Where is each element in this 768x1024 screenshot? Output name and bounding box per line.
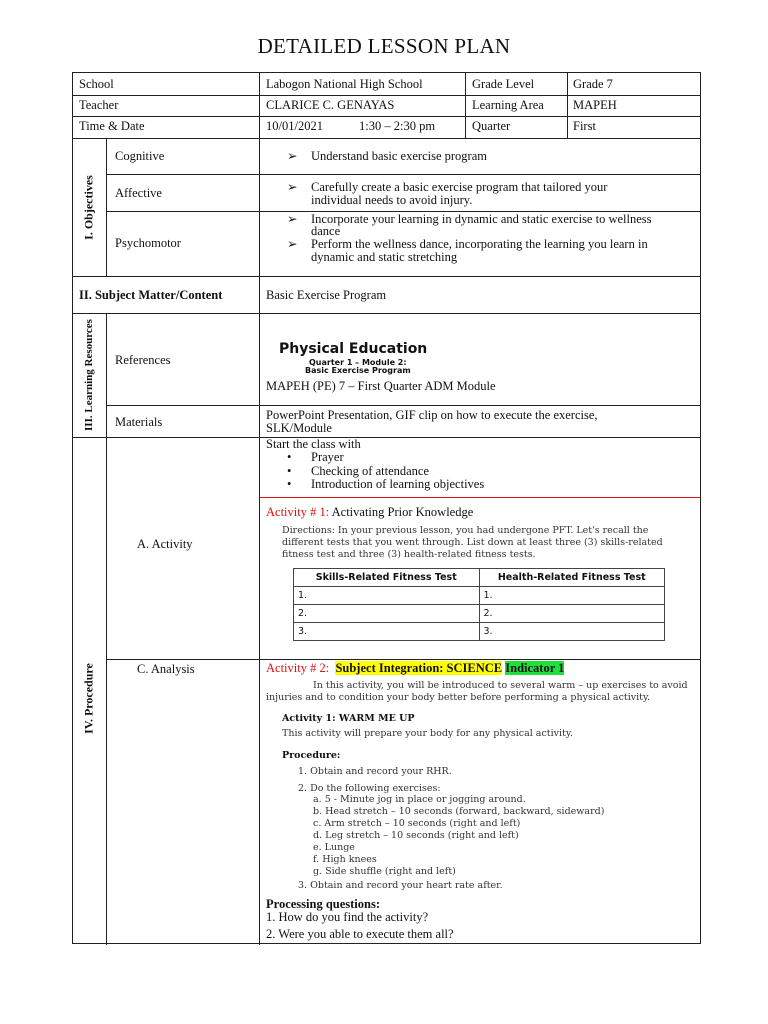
lesson-plan-table (72, 72, 701, 944)
table-row (294, 587, 665, 605)
directions-1: Directions: In your previous lesson, you had undergone PFT. Let's recall the (282, 525, 649, 536)
affective-label: Affective (115, 186, 162, 200)
date-value: 10/01/2021 (266, 119, 323, 133)
table-row (294, 623, 665, 641)
table-cell[interactable]: 3. (294, 623, 480, 641)
objectives-section-label: I. Objectives (81, 175, 96, 240)
activity1-heading (266, 505, 473, 519)
activity-label: A. Activity (137, 537, 193, 551)
document-title: DETAILED LESSON PLAN (257, 34, 511, 58)
pe-module-subtitle: Basic Exercise Program (305, 366, 411, 375)
exercise-item: c. Arm stretch – 10 seconds (right and left) (313, 818, 521, 829)
question-1: 1. How do you find the activity? (266, 910, 429, 924)
pe-module-title: Physical Education (279, 341, 428, 357)
col-divider (259, 73, 260, 276)
table-cell[interactable]: 3. (479, 623, 665, 641)
psychomotor-text-2a: Perform the wellness dance, incorporating the learning you learn in (311, 237, 648, 251)
subject-value: Basic Exercise Program (266, 288, 387, 302)
materials-text-2: SLK/Module (266, 421, 332, 435)
procedure-section-label: IV. Procedure (81, 663, 96, 734)
psychomotor-text-2b: dynamic and static stretching (311, 250, 458, 264)
arrow-bullet-icon: ➢ (287, 212, 298, 226)
grade-value: Grade 7 (573, 77, 613, 91)
table-header: Skills-Related Fitness Test (294, 569, 480, 587)
bullet-item: Checking of attendance (311, 464, 430, 478)
area-value: MAPEH (573, 98, 617, 112)
bullet-dot-icon: • (287, 450, 292, 464)
references-label: References (115, 353, 171, 367)
cognitive-text: Understand basic exercise program (311, 149, 487, 163)
warm-up-desc: This activity will prepare your body for any physical activity. (282, 728, 573, 739)
col-divider (259, 276, 260, 945)
exercise-item: f. High knees (313, 854, 377, 865)
bullet-dot-icon: • (287, 464, 292, 478)
question-2: 2. Were you able to execute them all? (266, 927, 454, 941)
psychomotor-label: Psychomotor (115, 236, 181, 250)
table-cell[interactable]: 1. (294, 587, 480, 605)
col-divider (106, 138, 107, 276)
resources-section-label: III. Learning Resources (83, 319, 95, 431)
table-cell[interactable]: 2. (294, 605, 480, 623)
fitness-test-table (293, 568, 665, 641)
reference-text: MAPEH (PE) 7 – First Quarter ADM Module (266, 379, 496, 393)
teacher-value: CLARICE C. GENAYAS (266, 98, 395, 112)
row-divider (73, 276, 700, 277)
row-divider (73, 313, 700, 314)
row-divider (73, 138, 700, 139)
start-text: Start the class with (266, 437, 361, 451)
exercise-item: b. Head stretch – 10 seconds (forward, backward, sideward) (313, 806, 605, 817)
bullet-item: Introduction of learning objectives (311, 477, 485, 491)
row-divider (73, 437, 700, 438)
psychomotor-text-1b: dance (311, 224, 341, 238)
step-2: 2. Do the following exercises: (298, 783, 441, 794)
row-divider (106, 659, 700, 660)
step-3: 3. Obtain and record your heart rate after. (298, 880, 503, 891)
exercise-item: d. Leg stretch – 10 seconds (right and left) (313, 830, 519, 841)
bullet-dot-icon: • (287, 477, 292, 491)
col-divider (567, 73, 568, 138)
table-cell[interactable]: 1. (479, 587, 665, 605)
grade-label: Grade Level (472, 77, 535, 91)
activity-divider (260, 497, 700, 498)
table-cell[interactable]: 2. (479, 605, 665, 623)
intro-1: In this activity, you will be introduced to several warm – up exercises to avoid (313, 680, 688, 691)
processing-heading: Processing questions: (266, 897, 381, 911)
bullet-item: Prayer (311, 450, 344, 464)
intro-2: injuries and to condition your body better before performing a physical activity. (266, 692, 651, 703)
school-label: School (79, 77, 114, 91)
materials-text-1: PowerPoint Presentation, GIF clip on how to execute the exercise, (266, 408, 598, 422)
pe-module-quarter: Quarter 1 – Module 2: (309, 358, 407, 367)
exercise-item: g. Side shuffle (right and left) (313, 866, 456, 877)
cognitive-label: Cognitive (115, 149, 165, 163)
arrow-bullet-icon: ➢ (287, 237, 298, 251)
time-label: Time & Date (79, 119, 145, 133)
quarter-value: First (573, 119, 596, 133)
table-header: Health-Related Fitness Test (479, 569, 665, 587)
exercise-item: e. Lunge (313, 842, 355, 853)
exercise-item: a. 5 - Minute jog in place or jogging around. (313, 794, 526, 805)
table-row (294, 605, 665, 623)
col-divider (106, 313, 107, 945)
analysis-label: C. Analysis (137, 662, 195, 676)
affective-text-2: individual needs to avoid injury. (311, 193, 473, 207)
subject-label: II. Subject Matter/Content (79, 288, 223, 302)
directions-3: fitness test and three (3) health-related fitness tests. (282, 549, 536, 560)
activity2-number: Activity # 2: (266, 661, 330, 675)
area-label: Learning Area (472, 98, 544, 112)
warm-up-title: Activity 1: WARM ME UP (282, 713, 415, 724)
procedure-heading: Procedure: (282, 750, 341, 761)
affective-text-1: Carefully create a basic exercise program that tailored your (311, 180, 608, 194)
arrow-bullet-icon: ➢ (287, 149, 298, 163)
row-divider (106, 174, 700, 175)
activity1-number: Activity # 1: (266, 505, 330, 519)
school-value: Labogon National High School (266, 77, 423, 91)
col-divider (465, 73, 466, 138)
quarter-label: Quarter (472, 119, 511, 133)
row-divider (73, 116, 700, 117)
time-value: 1:30 – 2:30 pm (359, 119, 436, 133)
directions-2: different tests that you went through. List down at least three (3) skills-related (282, 537, 663, 548)
activity2-subject: Subject Integration: SCIENCE (335, 661, 503, 675)
activity1-title: Activating Prior Knowledge (329, 505, 474, 519)
row-divider (73, 95, 700, 96)
arrow-bullet-icon: ➢ (287, 180, 298, 194)
row-divider (106, 405, 700, 406)
materials-label: Materials (115, 415, 163, 429)
psychomotor-text-1a: Incorporate your learning in dynamic and static exercise to wellness (311, 212, 652, 226)
teacher-label: Teacher (79, 98, 119, 112)
activity2-indicator: Indicator 1 (505, 661, 565, 675)
activity2-heading (266, 661, 564, 675)
step-1: 1. Obtain and record your RHR. (298, 766, 452, 777)
